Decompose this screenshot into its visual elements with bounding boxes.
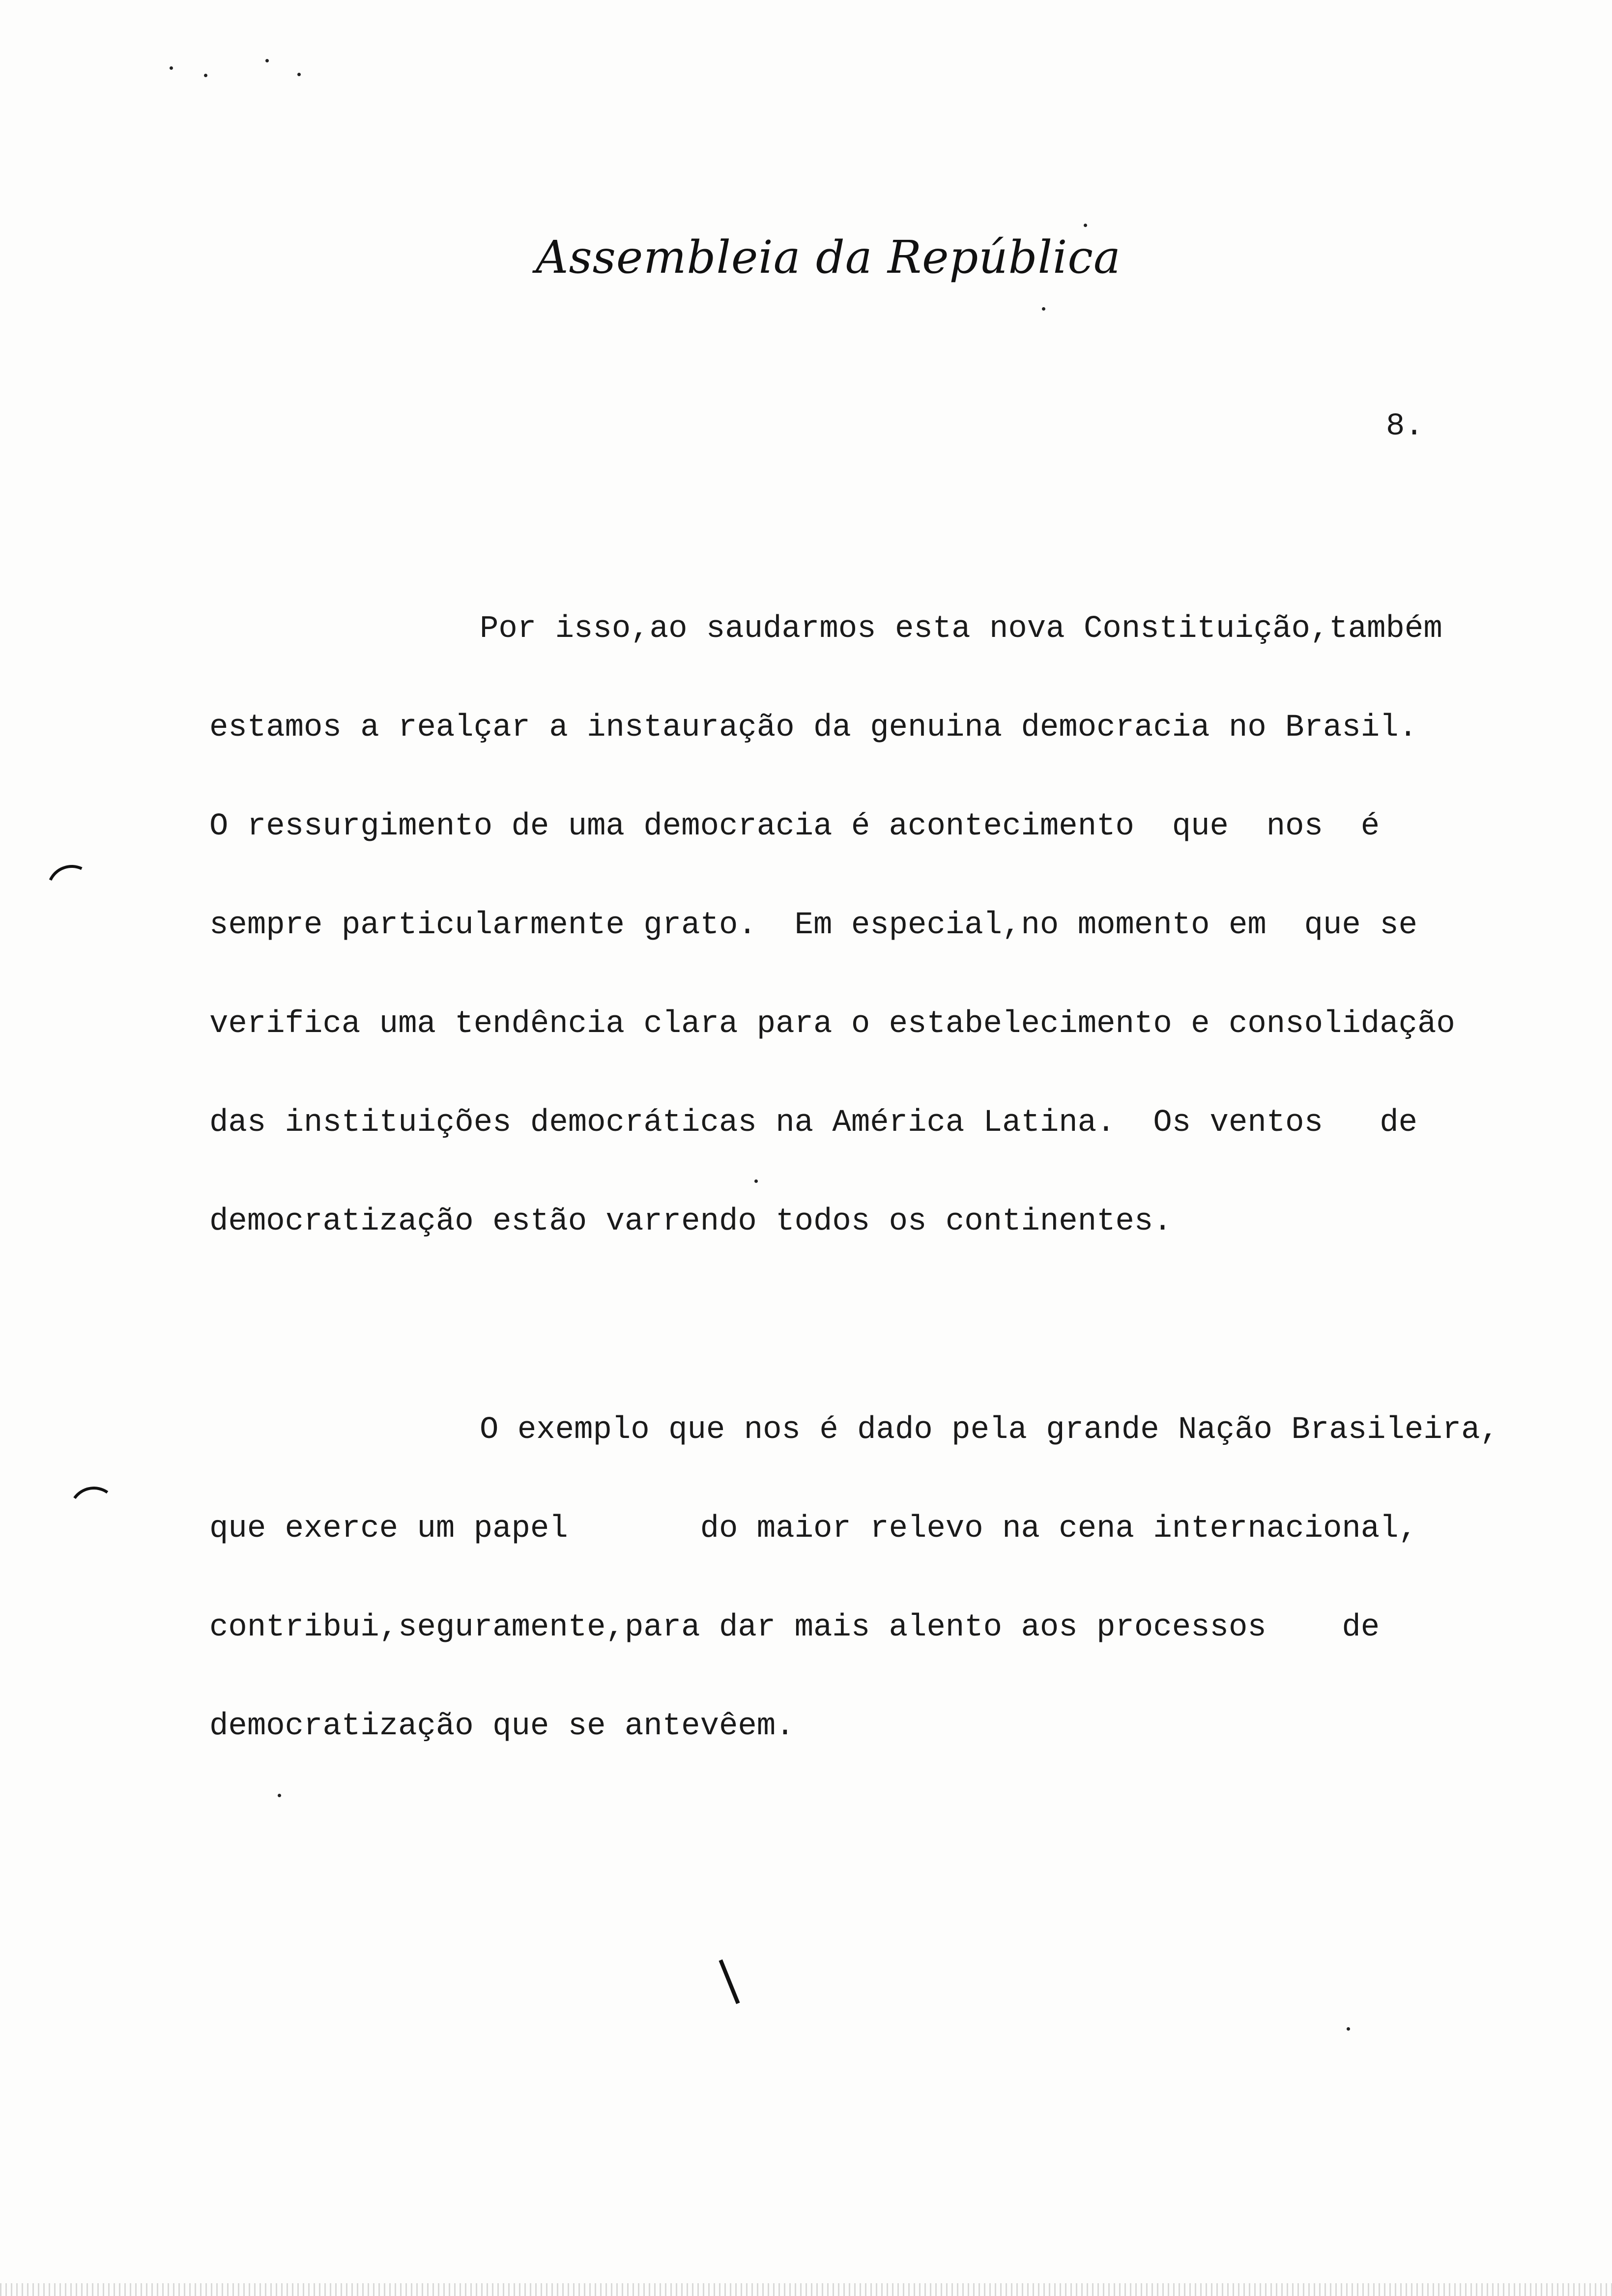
paragraph-line: das instituições democráticas na América Latina. Os ventos de	[209, 1105, 1417, 1141]
paragraph-line: O ressurgimento de uma democracia é acontecimento que nos é	[209, 809, 1380, 844]
scan-speck	[265, 59, 269, 62]
paragraph-line: democratização estão varrendo todos os continentes.	[209, 1204, 1172, 1239]
paragraph-line: estamos a realçar a instauração da genuina democracia no Brasil.	[209, 710, 1417, 746]
scan-speck	[754, 1179, 758, 1183]
scan-speck	[204, 74, 207, 77]
scan-speck	[170, 66, 173, 70]
scan-mark	[40, 858, 104, 922]
paragraph-line: sempre particularmente grato. Em especial,no momento em que se	[209, 908, 1417, 943]
scan-speck	[297, 73, 301, 76]
scan-speck	[1042, 307, 1045, 311]
page-number: 8.	[1386, 409, 1424, 444]
paragraph-line: verifica uma tendência clara para o estabelecimento e consolidação	[209, 1006, 1455, 1042]
paragraph-2	[209, 1381, 1526, 1776]
scan-stroke	[719, 1959, 740, 2004]
scan-speck	[1347, 2027, 1350, 2031]
letterhead: Assembleia da República	[536, 231, 1121, 284]
paragraph-line: democratização que se antevêem.	[209, 1709, 795, 1744]
paragraph-line: que exerce um papel do maior relevo na cena internacional,	[209, 1511, 1417, 1547]
paragraph-line: contribui,seguramente,para dar mais alento aos processos de	[209, 1610, 1380, 1645]
scan-speck	[278, 1794, 281, 1797]
paragraph-line: Por isso,ao saudarmos esta nova Constituição,também	[480, 611, 1442, 647]
scan-mark	[65, 1483, 123, 1541]
paragraph-1	[209, 580, 1526, 1271]
scan-noise-band	[0, 2283, 1612, 2296]
scan-speck	[1084, 224, 1087, 227]
paragraph-line: O exemplo que nos é dado pela grande Nação Brasileira,	[480, 1412, 1499, 1448]
